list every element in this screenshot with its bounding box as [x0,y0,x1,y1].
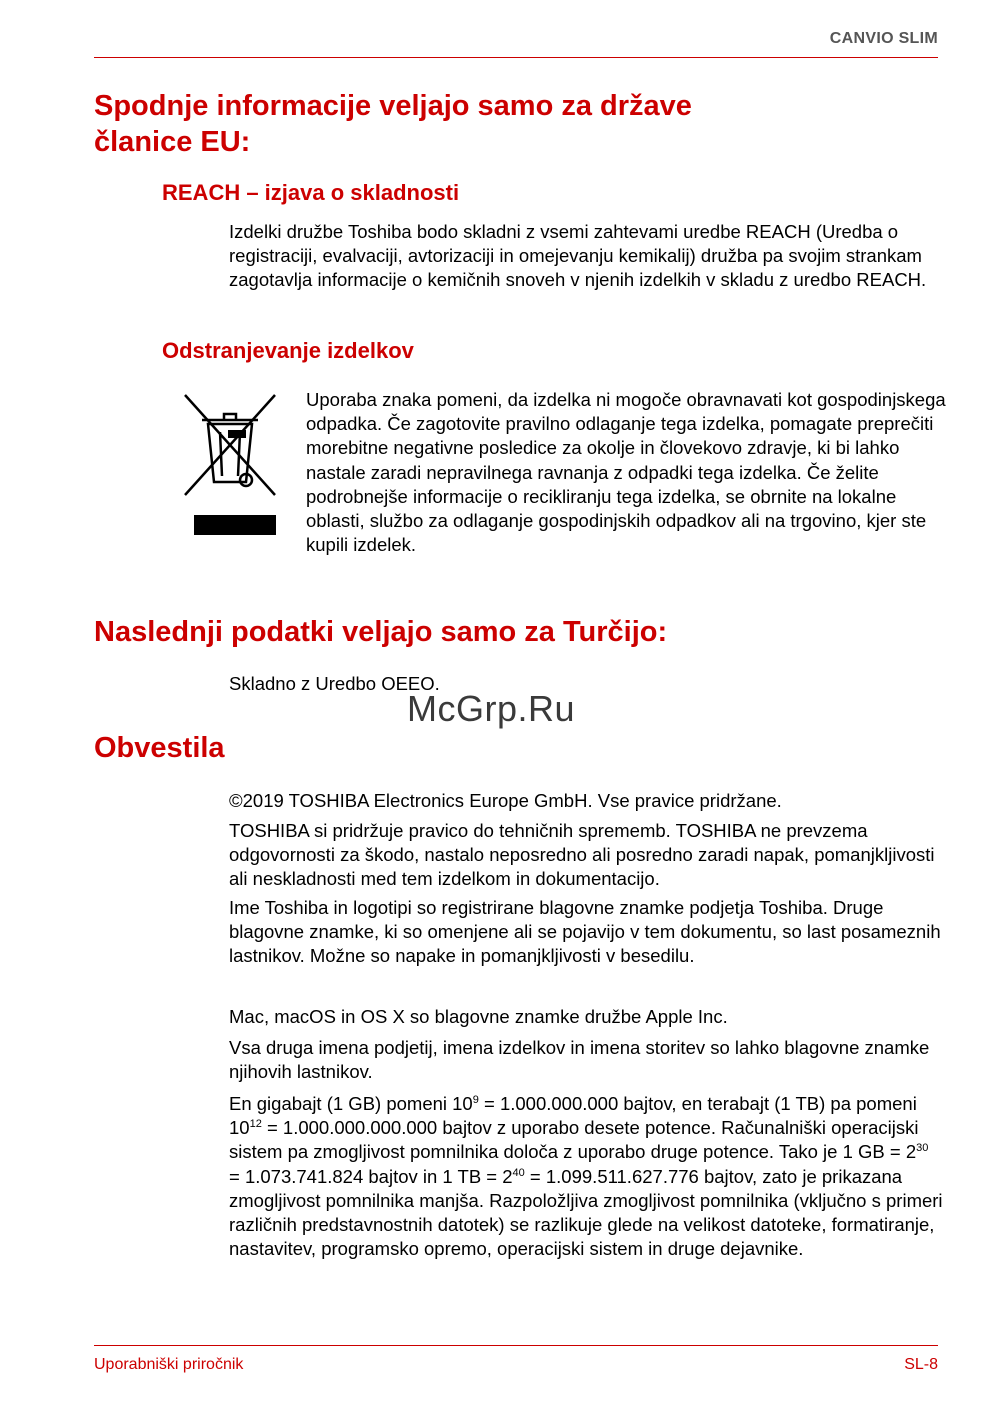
capacity-part-2: = 1.000.000.000 bajtov, en terabajt (1 TB) pa pomeni 10 [229,1093,917,1139]
eu-heading-line2: članice EU: [94,126,251,158]
capacity-exp-2: 12 [249,1118,262,1131]
weee-bin-icon [180,390,280,540]
reach-heading: REACH – izjava o skladnosti [162,180,460,205]
eu-heading [94,88,692,160]
footer-rule [94,1345,938,1346]
watermark: McGrp.Ru [407,688,576,729]
notices-heading: Obvestila [94,732,225,764]
page-header-title: CANVIO SLIM [829,30,938,47]
capacity-exp-3: 30 [916,1142,929,1155]
capacity-part-5: = 1.099.511.627.776 bajtov, zato je prikazana zmogljivost pomnilnika manjša. Razpoložljiva zmogljivost pomnilnika (vključno s primeri različnih predstavnostnih datotek) se razlikuje glede na velikost datoteke, formatiranje, nastavitev, programsko opremo, operacijski sistem in druge dejavnike. [229,1165,943,1260]
reach-text: Izdelki družbe Toshiba bodo skladni z vsemi zahtevami uredbe REACH (Uredba o registraciji, evalvaciji, avtorizaciji in omejevanju kemikalij) družba pa svojim strankam zagotavlja informacije o kemičnih snoveh v njenih izdelkih v skladu z uredbo REACH. [229,221,927,291]
footer-manual-title: Uporabniški priročnik [94,1356,244,1373]
trademark-text: Ime Toshiba in logotipi so registrirane blagovne znamke podjetja Toshiba. Druge blagovne znamke, ki so omenjene ali se pojavijo v tem dokumentu, so last posameznih lastnikov. Možne so napake in pomanjkljivosti v besedilu. [229,897,941,967]
capacity-part-1: En gigabajt (1 GB) pomeni 10 [229,1093,473,1114]
disposal-text: Uporaba znaka pomeni, da izdelka ni mogoče obravnavati kot gospodinjskega odpadka. Če zagotovite pravilno odlaganje tega izdelka, pomagate preprečiti morebitne negativne posledice za okolje in človekovo zdravje, ki bi lahko nastale zaradi nepravilnega ravnanja z odpadki tega izdelka. Če želite podrobnejše informacije o recikliranju tega izdelka, se obrnite na lokalne oblasti, službo za odlaganje gospodinjskih odpadkov ali na trgovino, kjer ste kupili izdelek. [306,389,946,556]
capacity-part-4: = 1.073.741.824 bajtov in 1 TB = 2 [229,1165,513,1187]
turkey-text: Skladno z Uredbo OEEO. [229,673,440,694]
capacity-part-3: = 1.000.000.000.000 bajtov z uporabo desete potence. Računalniški operacijski sistem pa zmogljivost pomnilnika določa z uporabo druge potence. Tako je 1 GB = 2 [229,1117,919,1163]
footer-page-number: SL-8 [904,1356,938,1373]
other-names-text: Vsa druga imena podjetij, imena izdelkov in imena storitev so lahko blagovne znamke njihovih lastnikov. [229,1037,930,1083]
turkey-heading: Naslednji podatki veljajo samo za Turčijo: [94,616,668,648]
capacity-text [229,1092,944,1261]
apple-trademark-text: Mac, macOS in OS X so blagovne znamke družbe Apple Inc. [229,1006,728,1027]
disposal-heading: Odstranjevanje izdelkov [162,338,414,363]
capacity-exp-4: 40 [512,1166,525,1179]
header-rule [94,57,938,58]
copyright-text: ©2019 TOSHIBA Electronics Europe GmbH. Vse pravice pridržane. [229,790,782,811]
eu-heading-line1: Spodnje informacije veljajo samo za države [94,90,692,122]
capacity-exp-1: 9 [472,1094,479,1106]
rights-text: TOSHIBA si pridržuje pravico do tehničnih sprememb. TOSHIBA ne prevzema odgovornosti za škodo, nastalo neposredno ali posredno zaradi napak, pomanjkljivosti ali neskladnosti med tem izdelkom in dokumentacijo. [229,820,935,890]
